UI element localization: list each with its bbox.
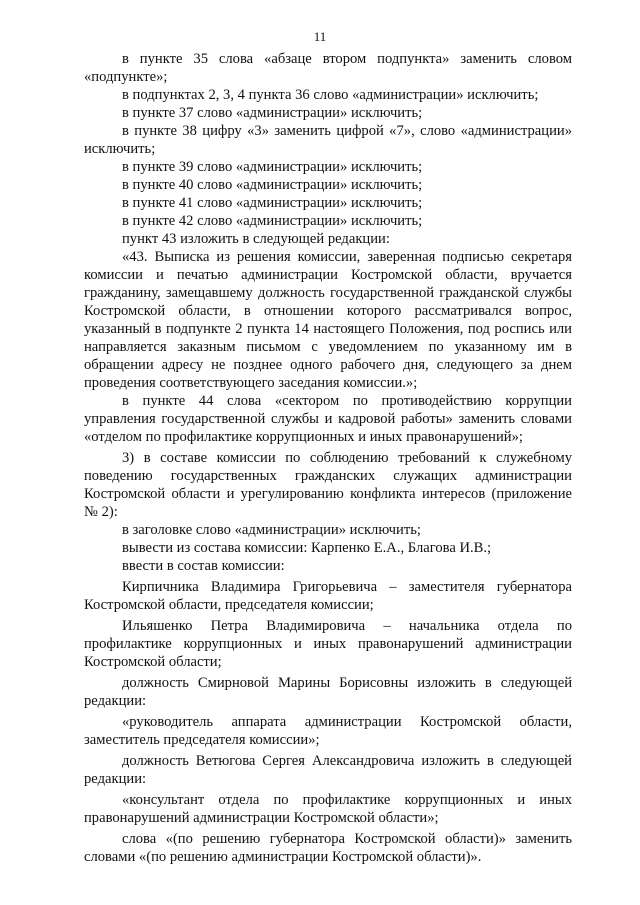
paragraph: пункт 43 изложить в следующей редакции: [122, 231, 390, 247]
paragraph: Ильяшенко Петра Владимировича – начальника отдела по профилактике коррупционных и иных правонарушений администрации Костромской области; [84, 618, 572, 670]
paragraph: в пункте 37 слово «администрации» исключить; [122, 105, 423, 121]
paragraph: вывести из состава комиссии: Карпенко Е.А., Благова И.В.; [122, 540, 492, 556]
paragraph: «консультант отдела по профилактике коррупционных и иных правонарушений администрации Костромской области»; [84, 792, 572, 826]
paragraph: 3) в составе комиссии по соблюдению требований к служебному поведению государственных гражданских служащих администрации Костромской области и урегулированию конфликта интересов (приложение № 2): [84, 450, 572, 520]
paragraph: в пункте 44 слова «сектором по противодействию коррупции управления государственной службы и кадровой работы» заменить словами «отделом по профилактике коррупционных и иных правонарушений»; [84, 393, 572, 445]
paragraph: в пункте 41 слово «администрации» исключить; [122, 195, 423, 211]
paragraph: «43. Выписка из решения комиссии, заверенная подписью секретаря комиссии и печатью администрации Костромской области, вручается гражданину, замещавшему должность государственной гражданской службы Костромской области, в отношении которого рассматривался вопрос, указанный в подпункте 2 пункта 14 настоящего Положения, под роспись или направляется заказным письмом с уведомлением по указанному им в обращении адресу не позднее одного рабочего дня, следующего за днем проведения соответствующего заседания комиссии.»; [84, 249, 572, 391]
paragraph: Кирпичника Владимира Григорьевича – заместителя губернатора Костромской области, председателя комиссии; [84, 579, 572, 613]
paragraph: «руководитель аппарата администрации Костромской области, заместитель председателя комиссии»; [84, 714, 572, 748]
paragraph: слова «(по решению губернатора Костромской области)» заменить словами «(по решению администрации Костромской области)». [84, 831, 572, 865]
paragraph: в пункте 40 слово «администрации» исключить; [122, 177, 423, 193]
paragraph: должность Смирновой Марины Борисовны изложить в следующей редакции: [84, 675, 572, 709]
paragraph: ввести в состав комиссии: [122, 558, 285, 574]
document-body [84, 50, 572, 866]
paragraph: в пункте 35 слова «абзаце втором подпункта» заменить словом «подпункте»; [84, 51, 572, 85]
paragraph: в пункте 42 слово «администрации» исключить; [122, 213, 423, 229]
page-number: 11 [313, 29, 327, 44]
paragraph: в пункте 39 слово «администрации» исключить; [122, 159, 423, 175]
paragraph: в заголовке слово «администрации» исключить; [122, 522, 421, 538]
paragraph: должность Ветюгова Сергея Александровича изложить в следующей редакции: [84, 753, 572, 787]
paragraph: в пункте 38 цифру «3» заменить цифрой «7», слово «администрации» исключить; [84, 123, 572, 157]
paragraph: в подпунктах 2, 3, 4 пункта 36 слово «администрации» исключить; [122, 87, 539, 103]
